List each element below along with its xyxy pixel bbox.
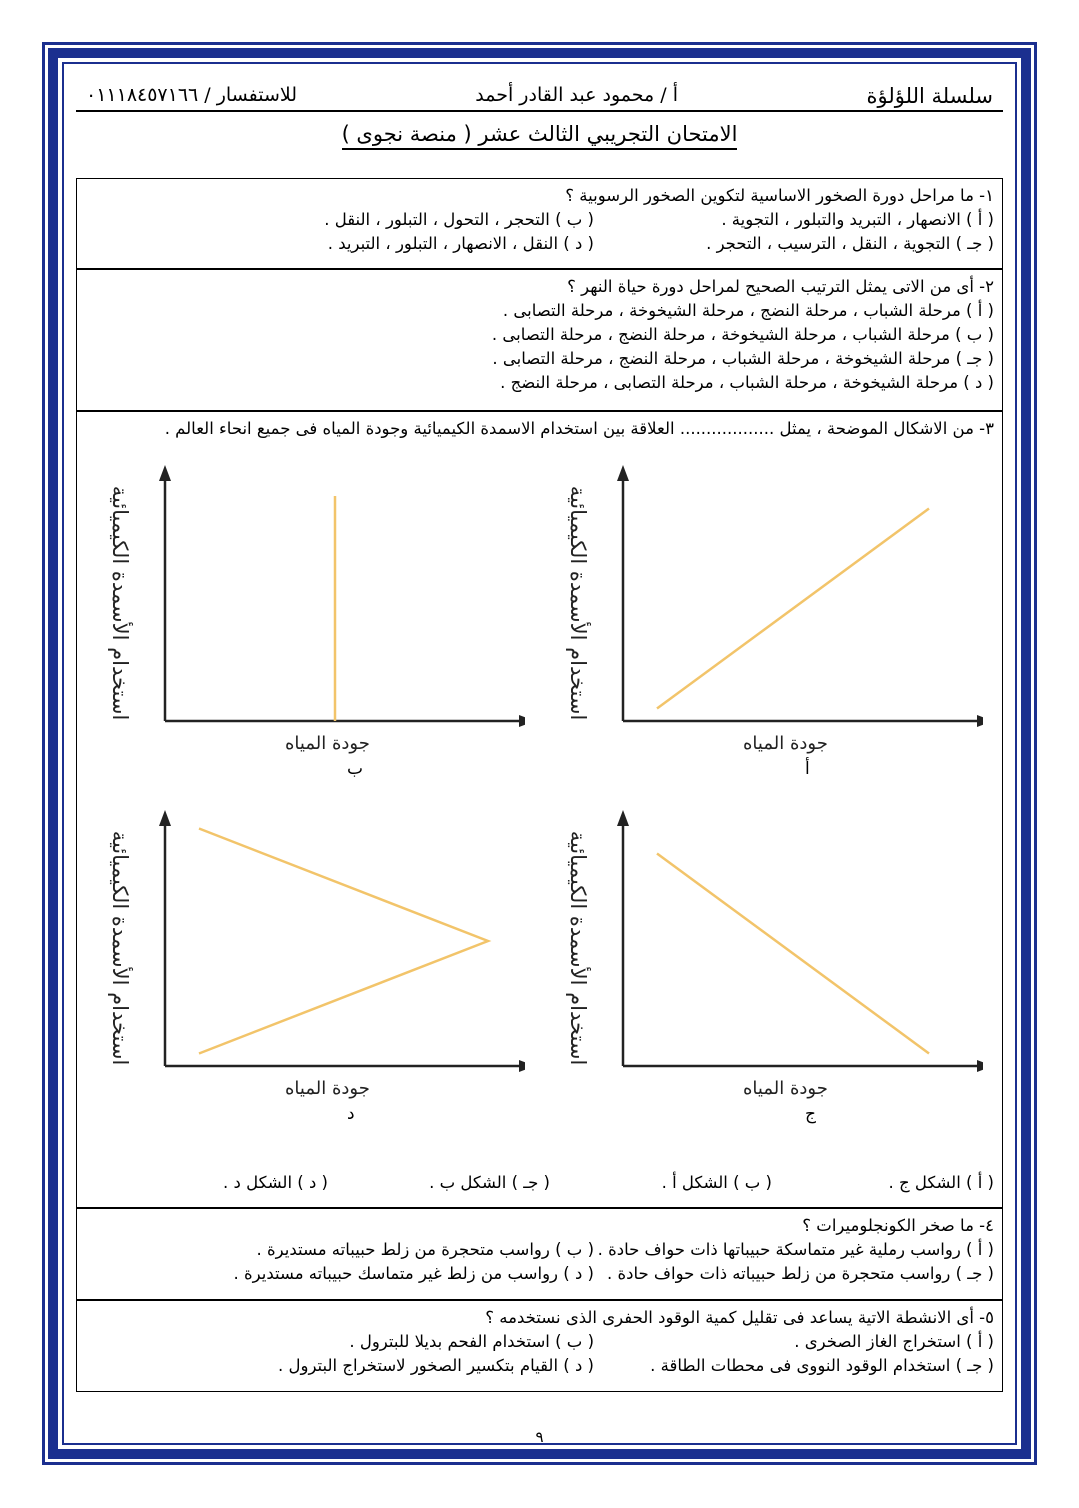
question-4-stem: ٤- ما صخر الكونجلوميرات ؟ (802, 1216, 994, 1235)
series-line (657, 854, 929, 1054)
y-axis-arrow (159, 810, 171, 826)
q4-option-c[interactable]: ( جـ ) رواسب متحجرة من زلط حبيباته ذات حواف حادة . (606, 1264, 994, 1283)
chart-d (85, 786, 525, 1126)
y-axis-arrow (617, 465, 629, 481)
author-name: أ / محمود عبد القادر أحمد (475, 84, 678, 106)
x-axis-arrow (977, 715, 983, 727)
q3-options (85, 1171, 994, 1195)
q3-option-b[interactable]: ( ب ) الشكل أ . (661, 1173, 772, 1192)
q2-option-b[interactable]: ( ب ) مرحلة الشباب ، مرحلة الشيخوخة ، مرحلة النضج ، مرحلة التصابى . (491, 325, 994, 344)
exam-title-text: الامتحان التجريبي الثالث عشر ( منصة نجوى ) (342, 122, 738, 150)
q2-option-c[interactable]: ( جـ ) مرحلة الشيخوخة ، مرحلة الشباب ، مرحلة النضج ، مرحلة التصابى . (492, 349, 994, 368)
x-axis-label: جودة المياه (285, 1078, 370, 1099)
chart-svg (85, 441, 525, 781)
x-axis-label: جودة المياه (743, 733, 828, 754)
chart-svg (85, 786, 525, 1126)
y-axis-arrow (617, 810, 629, 826)
chart-letter: د (347, 1104, 355, 1124)
chart-svg (543, 786, 983, 1126)
chart-a (543, 441, 983, 781)
q3-option-a[interactable]: ( أ ) الشكل ج . (888, 1173, 994, 1192)
y-axis-label: استخدام الأسمدة الكيميائية (108, 485, 132, 721)
q3-option-d[interactable]: ( د ) الشكل د . (223, 1173, 328, 1192)
chart-b (85, 441, 525, 781)
contact-info: للاستفسار / ٠١١١٨٤٥٧١٦٦ (86, 84, 298, 106)
x-axis-label: جودة المياه (285, 733, 370, 754)
q2-option-d[interactable]: ( د ) مرحلة الشيخوخة ، مرحلة الشباب ، مرحلة التصابى ، مرحلة النضج . (500, 373, 994, 392)
q4-option-b[interactable]: ( ب ) رواسب متحجرة من زلط حبيباته مستديرة . (256, 1240, 594, 1259)
q4-option-a[interactable]: ( أ ) رواسب رملية غير متماسكة حبيباتها ذات حواف حادة . (597, 1240, 994, 1259)
series-title: سلسلة اللؤلؤة (866, 84, 993, 108)
chart-svg (543, 441, 983, 781)
chart-grid (85, 441, 994, 1171)
question-3-stem: ٣- من الاشكال الموضحة ، يمثل .................. العلاقة بين استخدام الاسمدة الكيميائية وجودة المياه فى جميع انحاء العالم . (164, 419, 994, 438)
q1-option-b[interactable]: ( ب ) التحجر ، التحول ، التبلور ، النقل . (324, 210, 594, 229)
x-axis-arrow (977, 1060, 983, 1072)
x-axis-arrow (519, 715, 525, 727)
chart-letter: ج (805, 1104, 816, 1124)
x-axis-label: جودة المياه (743, 1078, 828, 1099)
exam-title (76, 122, 1003, 146)
y-axis-label: استخدام الأسمدة الكيميائية (566, 485, 590, 721)
q5-option-d[interactable]: ( د ) القيام بتكسير الصخور لاستخراج البترول . (278, 1356, 594, 1375)
q2-option-a[interactable]: ( أ ) مرحلة الشباب ، مرحلة النضج ، مرحلة الشيخوخة ، مرحلة التصابى . (502, 301, 994, 320)
question-5-stem: ٥- أى الانشطة الاتية يساعد فى تقليل كمية الوقود الحفرى الذى نستخدمه ؟ (485, 1308, 994, 1327)
q5-option-b[interactable]: ( ب ) استخدام الفحم بديلا للبترول . (349, 1332, 594, 1351)
page-number: ٩ (535, 1428, 544, 1446)
question-1 (76, 178, 1003, 269)
q5-option-c[interactable]: ( جـ ) استخدام الوقود النووى فى محطات الطاقة . (650, 1356, 994, 1375)
q3-option-c[interactable]: ( جـ ) الشكل ب . (429, 1173, 550, 1192)
y-axis-label: استخدام الأسمدة الكيميائية (566, 830, 590, 1066)
q1-option-a[interactable]: ( أ ) الانصهار ، التبريد والتبلور ، التجوية . (721, 210, 994, 229)
q5-option-a[interactable]: ( أ ) استخراج الغاز الصخرى . (794, 1332, 994, 1351)
q4-option-d[interactable]: ( د ) رواسب من زلط غير متماسك حبيباته مستديرة . (233, 1264, 594, 1283)
y-axis-arrow (159, 465, 171, 481)
x-axis-arrow (519, 1060, 525, 1072)
question-3 (76, 411, 1003, 1208)
question-1-stem: ١- ما مراحل دورة الصخور الاساسية لتكوين الصخور الرسوبية ؟ (565, 186, 994, 205)
question-4 (76, 1208, 1003, 1300)
exam-page (76, 70, 1003, 1450)
chart-letter: أ (805, 759, 810, 779)
y-axis-label: استخدام الأسمدة الكيميائية (108, 830, 132, 1066)
question-2-stem: ٢- أى من الاتى يمثل الترتيب الصحيح لمراحل دورة حياة النهر ؟ (567, 277, 994, 296)
series-line (657, 509, 929, 709)
chart-letter: ب (347, 759, 364, 779)
page-header (76, 80, 1003, 112)
question-2 (76, 269, 1003, 411)
q1-option-d[interactable]: ( د ) النقل ، الانصهار ، التبلور ، التبريد . (327, 234, 594, 253)
question-5 (76, 1300, 1003, 1392)
chart-c (543, 786, 983, 1126)
series-line (199, 829, 488, 1054)
q1-option-c[interactable]: ( جـ ) التجوية ، النقل ، الترسيب ، التحجر . (706, 234, 994, 253)
